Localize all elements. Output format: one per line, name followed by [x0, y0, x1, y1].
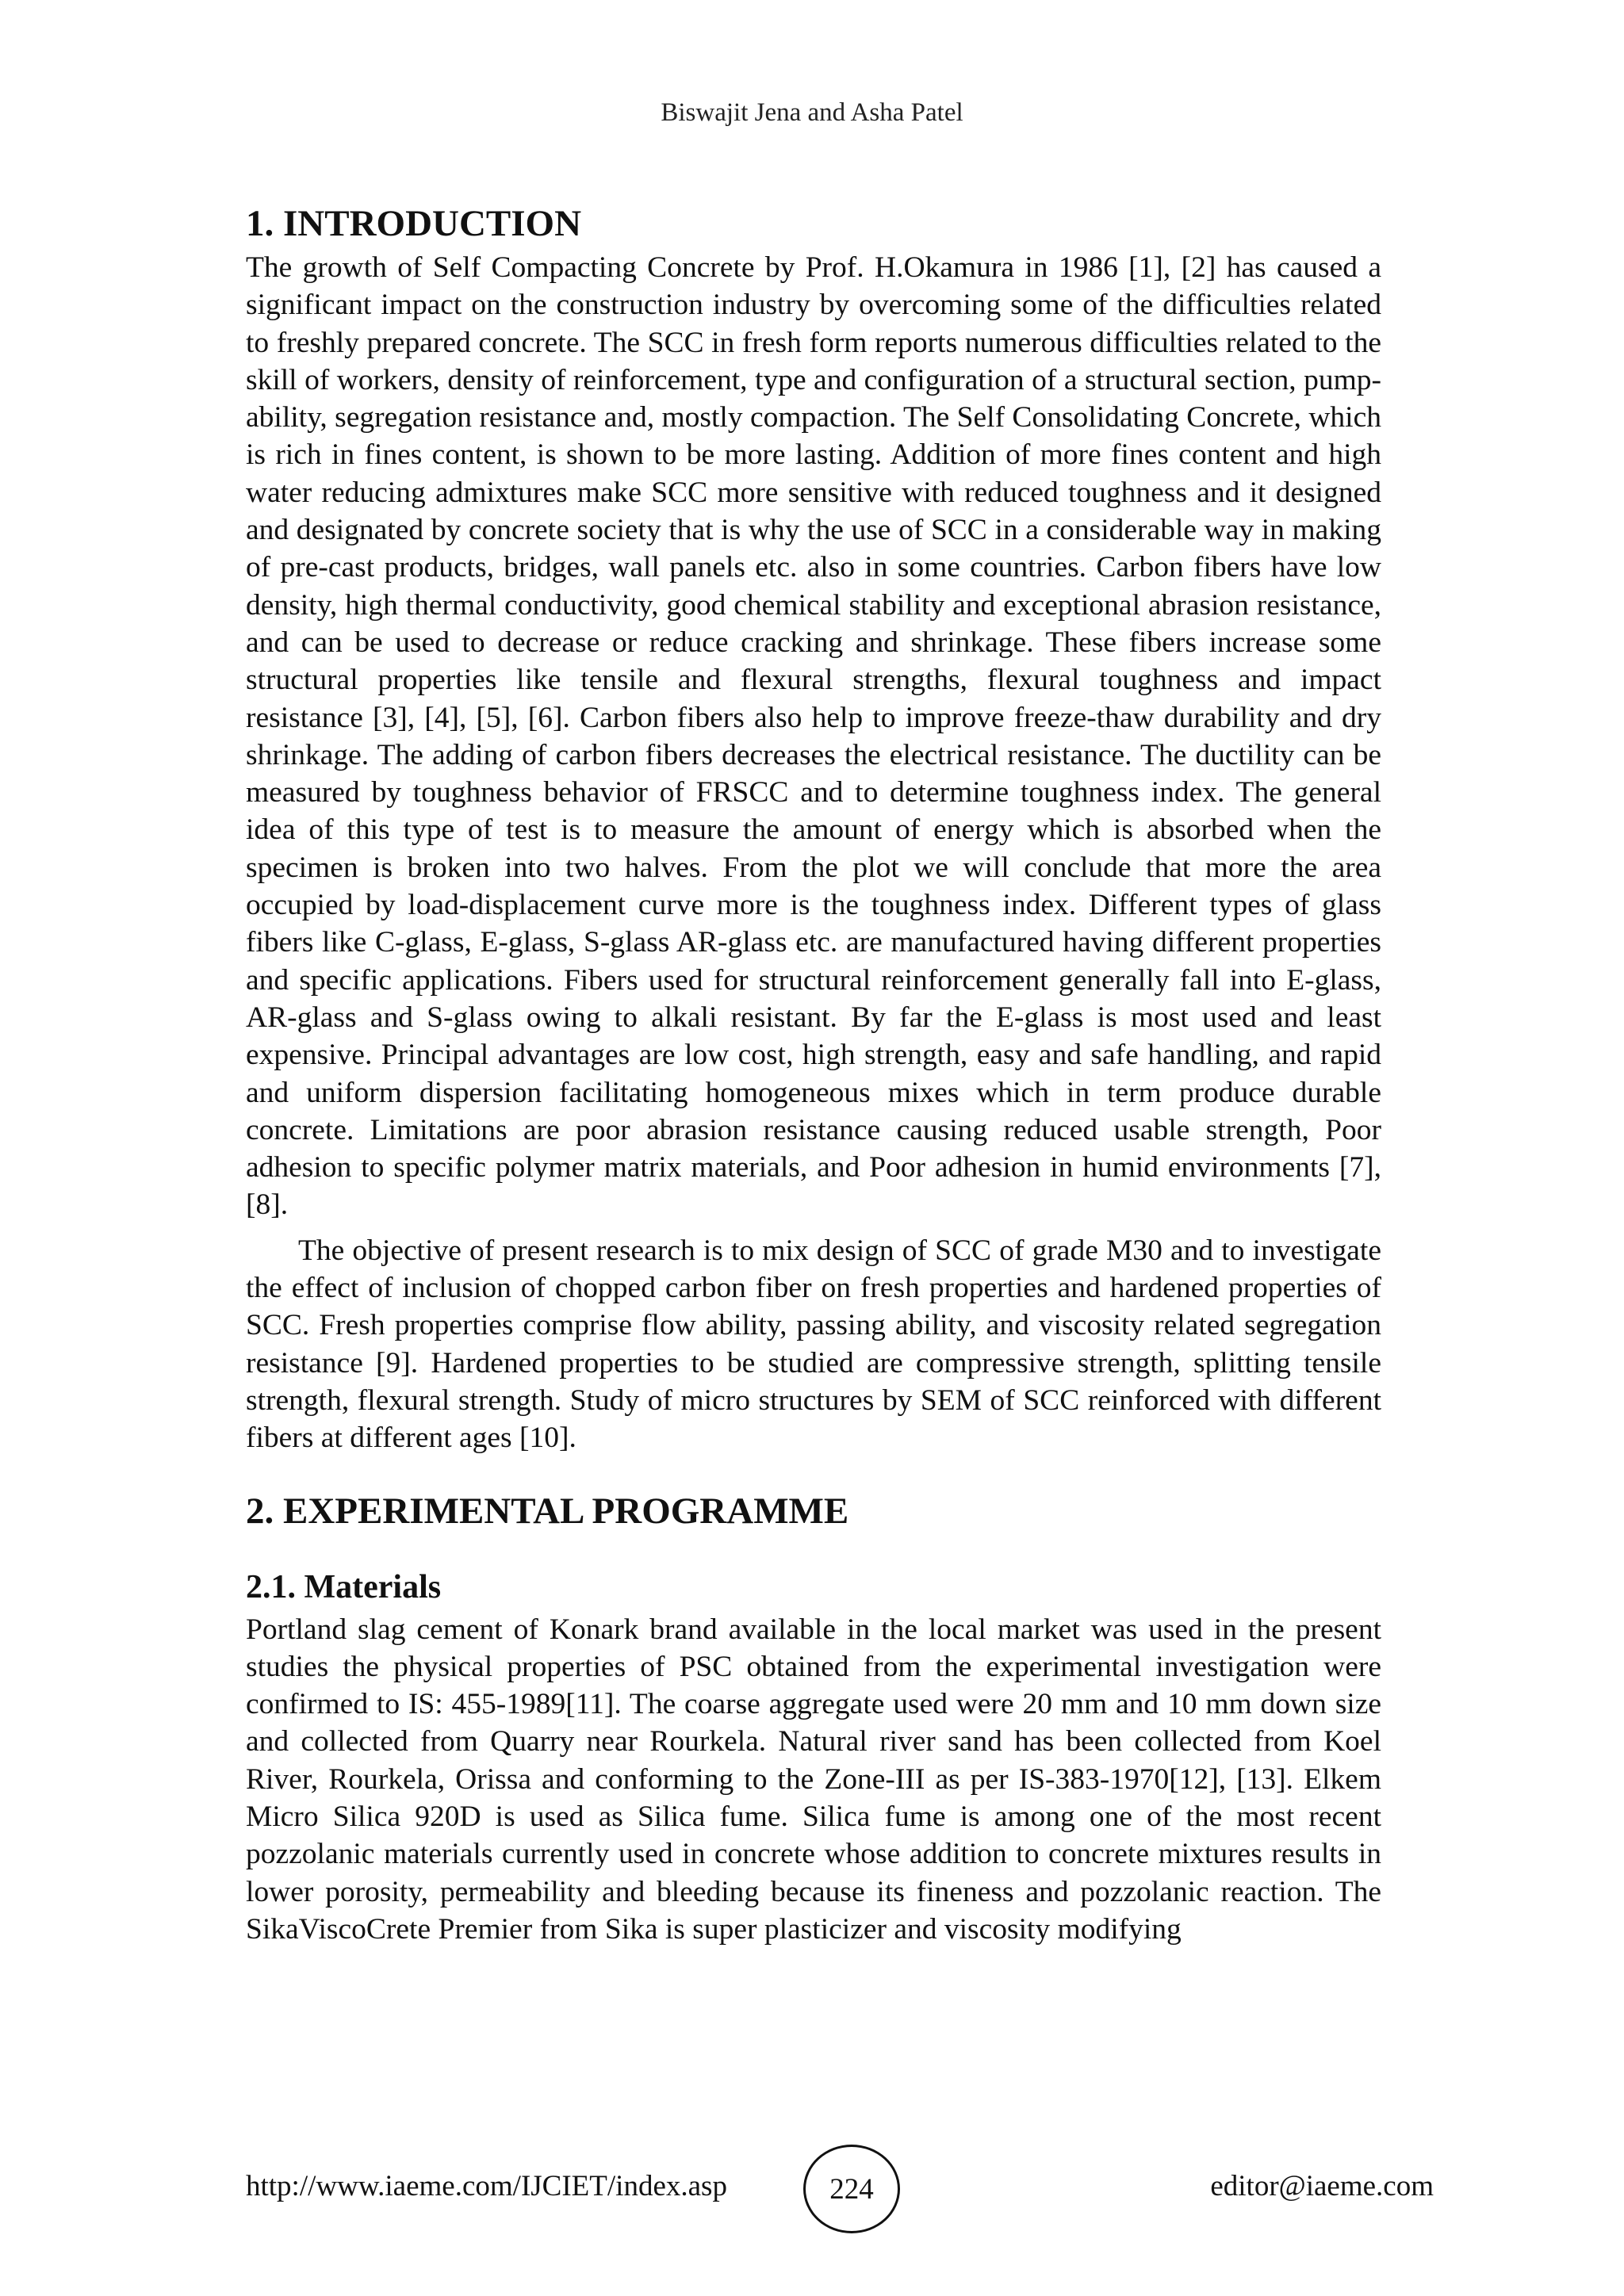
materials-paragraph-1: Portland slag cement of Konark brand available in the local market was used in the present studies the physical properties of PSC obtained from the experimental investigation were confirmed to IS: 455-1989[11]. The coarse aggregate used were 20 mm and 10 mm down size and collected from Quarry near Rourkela. Natural river sand has been collected from Koel River, Rourkela, Orissa and conforming to the Zone-III as per IS-383-1970[12], [13]. Elkem Micro Silica 920D is used as Silica fume. Silica fume is among one of the most recent pozzolanic materials currently used in concrete whose addition to concrete mixtures results in lower porosity, permeability and bleeding because its fineness and pozzolanic reaction. The SikaViscoCrete Premier from Sika is super plasticizer and viscosity modifying [246, 1613, 1381, 1946]
section-title-experimental: 2. EXPERIMENTAL PROGRAMME [246, 1490, 849, 1532]
footer-email-link[interactable]: editor@iaeme.com [1210, 2170, 1434, 2202]
page-number-badge [803, 2145, 900, 2233]
section-title-introduction: 1. INTRODUCTION [246, 203, 582, 244]
article-body [246, 198, 1381, 1948]
intro-paragraph-1: The growth of Self Compacting Concrete by Prof. H.Okamura in 1986 [1], [2] has caused a significant impact on the construction industry by overcoming some of the difficulties related to freshly prepared concrete. The SCC in fresh form reports numerous difficulties related to the skill of workers, density of reinforcement, type and configuration of a structural section, pump-ability, segregation resistance and, mostly compaction. The Self Consolidating Concrete, which is rich in fines content, is shown to be more lasting. Addition of more fines content and high water reducing admixtures make SCC more sensitive with reduced toughness and it designed and designated by concrete society that is why the use of SCC in a considerable way in making of pre-cast products, bridges, wall panels etc. also in some countries. Carbon fibers have low density, high thermal conductivity, good chemical stability and exceptional abrasion resistance, and can be used to decrease or reduce cracking and shrinkage. These fibers increase some structural properties like tensile and flexural strengths, flexural toughness and impact resistance [3], [4], [5], [6]. Carbon fibers also help to improve freeze-thaw durability and dry shrinkage. The adding of carbon fibers decreases the electrical resistance. The ductility can be measured by toughness behavior of FRSCC and to determine toughness index. The general idea of this type of test is to measure the amount of energy which is absorbed when the specimen is broken into two halves. From the plot we will conclude that more the area occupied by load-displacement curve more is the toughness index. Different types of glass fibers like C-glass, E-glass, S-glass AR-glass etc. are manufactured having different properties and specific applications. Fibers used for structural reinforcement generally fall into E-glass, AR-glass and S-glass owing to alkali resistant. By far the E-glass is most used and least expensive. Principal advantages are low cost, high strength, easy and safe handling, and rapid and uniform dispersion facilitating homogeneous mixes which in term produce durable concrete. Limitations are poor abrasion resistance causing reduced usable strength, Poor adhesion to specific polymer matrix materials, and Poor adhesion in humid environments [7], [8]. [246, 251, 1381, 1222]
running-head-authors: Biswajit Jena and Asha Patel [661, 98, 963, 127]
intro-paragraph-2: The objective of present research is to mix design of SCC of grade M30 and to investigate the effect of inclusion of chopped carbon fiber on fresh properties and hardened properties of SCC. Fresh properties comprise flow ability, passing ability, and viscosity related segregation resistance [9]. Hardened properties to be studied are compressive strength, splitting tensile strength, flexural strength. Study of micro structures by SEM of SCC reinforced with different fibers at different ages [10]. [246, 1234, 1381, 1455]
footer-url-link[interactable]: http://www.iaeme.com/IJCIET/index.asp [246, 2170, 727, 2202]
page-number: 224 [829, 2172, 874, 2206]
subsection-title-materials: 2.1. Materials [246, 1568, 442, 1605]
